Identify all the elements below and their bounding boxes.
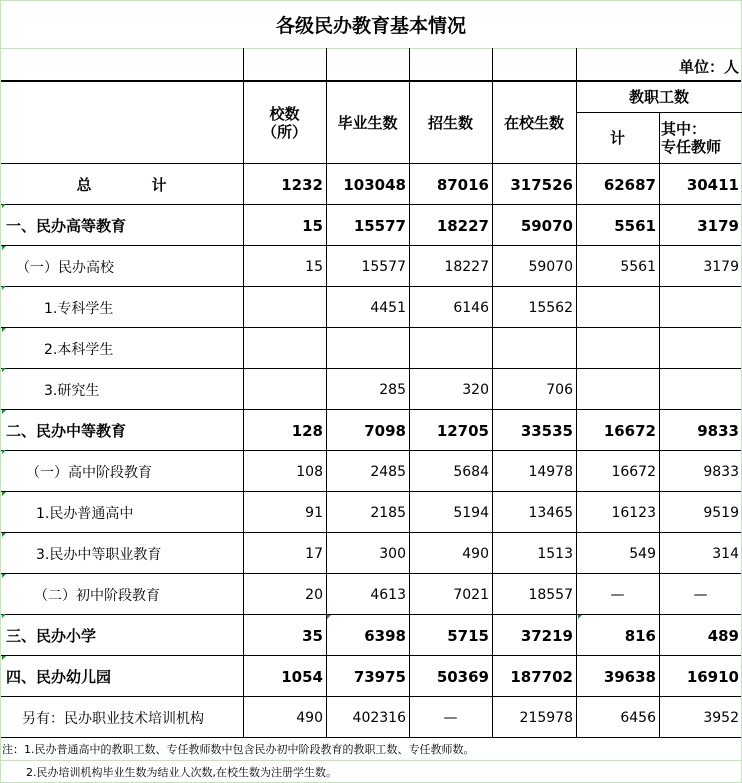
grid-line-h <box>0 655 742 656</box>
table-cell: 103048 <box>343 175 406 194</box>
header-graduates: 毕业生数 <box>337 113 398 132</box>
table-cell: — <box>693 586 708 603</box>
table-cell: 16123 <box>611 504 656 521</box>
table-cell: 18227 <box>436 216 489 235</box>
table-cell: 12705 <box>436 421 489 440</box>
table-cell: 20 <box>305 586 323 603</box>
table-cell: 187702 <box>510 667 573 686</box>
row-label: （一）民办高校 <box>16 259 114 276</box>
table-cell: 3179 <box>703 258 739 275</box>
grid-line-h <box>0 760 742 761</box>
cell-comment-marker <box>2 246 6 250</box>
grid-line-v <box>659 112 660 737</box>
table-cell: 128 <box>291 421 323 440</box>
cell-comment-marker <box>2 614 6 618</box>
grid-line-h <box>0 368 742 369</box>
grid-line-h <box>0 491 742 492</box>
grid-line-h <box>0 450 742 451</box>
row-label: 三、民办小学 <box>6 627 97 645</box>
row-label: 另有：民办职业技术培训机构 <box>22 710 204 727</box>
table-cell: 13465 <box>528 504 573 521</box>
table-cell: 7098 <box>364 421 406 440</box>
header-students: 在校生数 <box>503 113 564 132</box>
table-cell <box>576 369 659 410</box>
grid-line-h <box>0 737 742 738</box>
table-cell: 320 <box>462 381 489 398</box>
table-cell: 15577 <box>353 216 406 235</box>
table-cell: 3179 <box>697 216 739 235</box>
row-label: 四、民办幼儿园 <box>6 668 112 686</box>
grid-line-h <box>0 696 742 697</box>
header-staff-total: 计 <box>609 129 625 147</box>
grid-line-h <box>0 80 742 82</box>
cell-comment-marker <box>2 410 6 414</box>
table-cell: 490 <box>462 545 489 562</box>
table-cell: 1054 <box>281 667 323 686</box>
footnote-2: 2.民办培训机构毕业生数为结业人次数,在校生数为注册学生数。 <box>26 766 337 779</box>
table-cell: 1232 <box>281 175 323 194</box>
grid-line-v <box>326 48 327 737</box>
grid-line-h <box>0 573 742 574</box>
table-cell: 15562 <box>528 299 573 316</box>
grid-line-h <box>576 112 742 113</box>
table-cell: 816 <box>624 626 656 645</box>
table-cell: 5561 <box>620 258 656 275</box>
grid-line-h <box>0 409 742 410</box>
table-cell: 17 <box>305 545 323 562</box>
table-cell: 5715 <box>447 626 489 645</box>
table-cell: 73975 <box>353 667 406 686</box>
header-schools-text: 校数 （所） <box>261 104 307 141</box>
table-cell: 9833 <box>703 463 739 480</box>
table-cell: 15 <box>302 216 323 235</box>
table-cell: 1513 <box>537 545 573 562</box>
table-cell: 18557 <box>528 586 573 603</box>
table-cell: 15 <box>305 258 323 275</box>
table-cell: 30411 <box>686 175 739 194</box>
grid-line-v <box>492 48 493 737</box>
cell-comment-marker <box>2 574 6 578</box>
table-cell: 285 <box>379 381 406 398</box>
row-label: 1.专科学生 <box>44 300 114 317</box>
grid-line-v <box>576 48 577 737</box>
table-cell: 18227 <box>444 258 489 275</box>
table-cell: 215978 <box>519 709 573 726</box>
table-cell: 59070 <box>520 216 573 235</box>
table-cell: — <box>443 709 458 726</box>
cell-comment-marker <box>2 286 6 290</box>
grid-line-h <box>0 48 742 49</box>
table-cell: 16910 <box>686 667 739 686</box>
table-cell: 4613 <box>370 586 406 603</box>
table-cell: 33535 <box>520 421 573 440</box>
grid-line-v <box>0 0 1 783</box>
row-label: 3.民办中等职业教育 <box>36 546 162 563</box>
grid-line-h <box>0 204 742 205</box>
table-cell: 549 <box>629 545 656 562</box>
table-cell <box>409 328 492 369</box>
table-cell: 6146 <box>453 299 489 316</box>
table-cell: 108 <box>296 463 323 480</box>
table-cell: 6456 <box>620 709 656 726</box>
table-cell: 706 <box>546 381 573 398</box>
row-label: 2.本科学生 <box>44 341 114 358</box>
row-label: 总 计 <box>76 176 167 194</box>
grid-line-h <box>0 286 742 287</box>
cell-comment-marker <box>2 492 6 496</box>
table-cell <box>243 328 326 369</box>
header-full-time-text: 其中： 专任教师 <box>661 120 722 156</box>
header-enrollment: 招生数 <box>427 113 473 132</box>
table-cell <box>492 328 576 369</box>
grid-line-h <box>0 614 742 615</box>
cell-comment-marker <box>578 615 582 619</box>
row-label: （一）高中阶段教育 <box>26 464 152 481</box>
grid-line-h <box>0 0 742 1</box>
cell-comment-marker <box>2 533 6 537</box>
header-staff-group: 教职工数 <box>628 88 689 106</box>
cell-comment-marker <box>327 615 331 619</box>
table-cell: 2185 <box>370 504 406 521</box>
table-cell: 15577 <box>361 258 406 275</box>
unit-label: 单位：人 <box>678 57 739 76</box>
table-cell: 402316 <box>352 709 406 726</box>
table-cell: 3952 <box>703 709 739 726</box>
table-cell <box>243 369 326 410</box>
table-cell <box>659 369 742 410</box>
cell-comment-marker <box>2 328 6 332</box>
table-cell <box>659 328 742 369</box>
grid-line-h <box>0 327 742 328</box>
grid-line-h <box>0 245 742 246</box>
grid-line-h <box>0 163 742 164</box>
table-cell <box>243 287 326 328</box>
header-full-time <box>661 113 742 163</box>
table-cell: 87016 <box>436 175 489 194</box>
table-cell: 6398 <box>364 626 406 645</box>
cell-comment-marker <box>2 450 6 454</box>
table-cell: 14978 <box>528 463 573 480</box>
table-cell: 91 <box>305 504 323 521</box>
table-title: 各级民办教育基本情况 <box>275 14 466 37</box>
table-cell: 16672 <box>603 421 656 440</box>
table-cell: 489 <box>707 626 739 645</box>
table-cell: 314 <box>712 545 739 562</box>
cell-comment-marker <box>2 204 6 208</box>
row-label: 3.研究生 <box>44 382 100 399</box>
table-cell: 39638 <box>603 667 656 686</box>
table-cell: 59070 <box>528 258 573 275</box>
cell-comment-marker <box>2 656 6 660</box>
row-label: 二、民办中等教育 <box>6 422 127 440</box>
table-cell <box>576 328 659 369</box>
table-cell: 16672 <box>611 463 656 480</box>
table-cell: 37219 <box>520 626 573 645</box>
table-cell <box>576 287 659 328</box>
table-cell: 2485 <box>370 463 406 480</box>
table-cell: 4451 <box>370 299 406 316</box>
row-label: 1.民办普通高中 <box>36 505 134 522</box>
table-cell: 50369 <box>436 667 489 686</box>
table-cell: 5561 <box>614 216 656 235</box>
table-cell: 62687 <box>603 175 656 194</box>
table-cell: 490 <box>296 709 323 726</box>
table-cell: 5684 <box>453 463 489 480</box>
table-cell: 35 <box>302 626 323 645</box>
table-cell: 317526 <box>510 175 573 194</box>
grid-line-v <box>409 48 410 737</box>
grid-line-v <box>243 48 244 737</box>
header-schools <box>243 82 326 163</box>
table-cell: 9833 <box>697 421 739 440</box>
table-cell: 300 <box>379 545 406 562</box>
grid-line-h <box>0 532 742 533</box>
footnote-1: 注：1.民办普通高中的教职工数、专任教师数中包含民办初中阶段教育的教职工数、专任教师数。 <box>2 743 475 756</box>
table-cell: — <box>610 586 625 603</box>
table-cell: 9519 <box>703 504 739 521</box>
cell-comment-marker <box>2 368 6 372</box>
table-cell: 7021 <box>453 586 489 603</box>
table-cell <box>326 328 409 369</box>
table-cell: 5194 <box>453 504 489 521</box>
table-cell <box>659 287 742 328</box>
row-label: 一、民办高等教育 <box>6 217 127 235</box>
row-label: （二）初中阶段教育 <box>34 587 160 604</box>
